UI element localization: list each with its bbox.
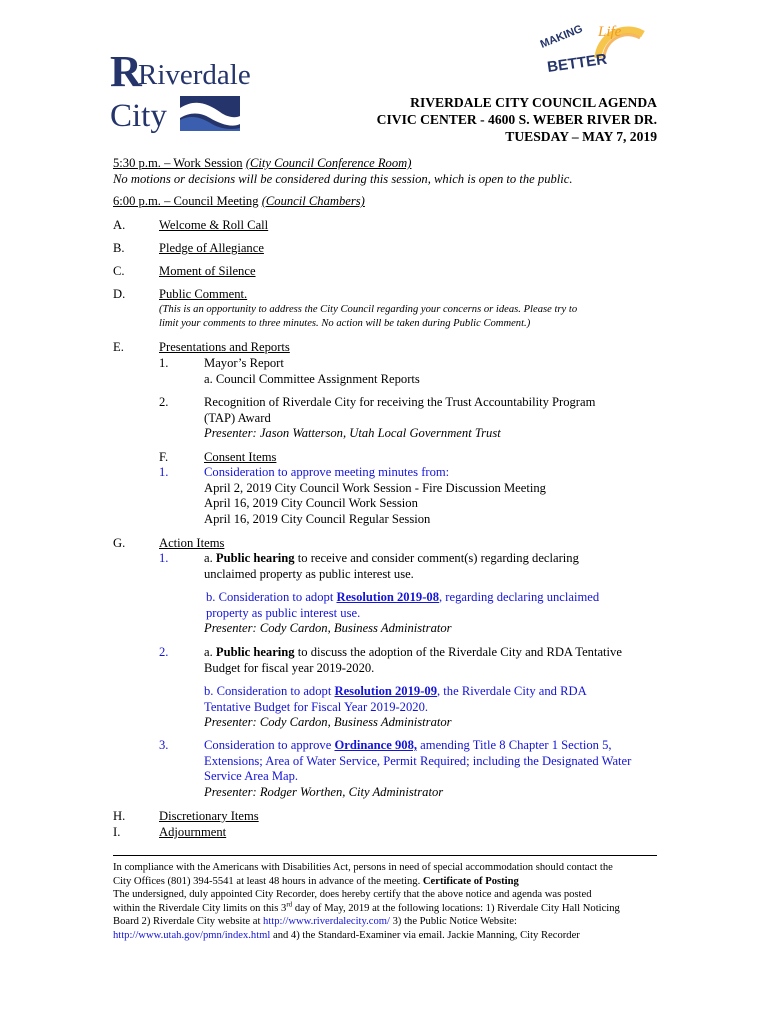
item-g-num-2: 2. bbox=[159, 645, 169, 659]
item-e-num-1: 1. bbox=[159, 356, 169, 370]
item-f-num-1: 1. bbox=[159, 465, 169, 479]
action-item-3: Consideration to approve Ordinance 908, amending Title 8 Chapter 1 Section 5, Extensions; Area of Water Service, Permit Required; including the Designated Water Service Area Map. Presenter: Rodger Worthen, City Administrator bbox=[204, 738, 632, 799]
work-session bbox=[113, 156, 573, 187]
item-title-discretionary: Discretionary Items bbox=[159, 809, 259, 823]
action-item-1b: b. Consideration to adopt Resolution 2019-08, regarding declaring unclaimed property as public interest use. bbox=[206, 590, 600, 620]
making-life-better-logo bbox=[538, 14, 648, 78]
tagline-better: BETTER bbox=[546, 50, 608, 76]
item-title-adjournment: Adjournment bbox=[159, 825, 227, 839]
item-title-public-comment: Public Comment. bbox=[159, 287, 248, 301]
item-letter-h: H. bbox=[113, 809, 126, 823]
work-session-location: (City Council Conference Room) bbox=[245, 156, 412, 170]
svg-text:R: R bbox=[110, 47, 142, 96]
ordinance-908-link[interactable]: Ordinance 908, bbox=[334, 738, 418, 752]
action-item-1a: a. Public hearing to receive and consider comment(s) regarding declaring unclaimed property as public interest use. bbox=[204, 551, 579, 581]
tagline-making: MAKING bbox=[538, 22, 585, 51]
work-session-note: No motions or decisions will be considered during this session, which is open to the public. bbox=[113, 171, 573, 186]
item-letter-i: I. bbox=[113, 825, 121, 839]
riverdale-website-link[interactable]: http://www.riverdalecity.com/ bbox=[263, 916, 390, 927]
item-e-num-2: 2. bbox=[159, 395, 169, 409]
action-item-2a: a. Public hearing to discuss the adoption of the Riverdale City and RDA Tentative Budget for fiscal year 2019-2020. bbox=[204, 645, 622, 675]
item-title-presentations: Presentations and Reports bbox=[159, 340, 290, 354]
public-notice-website-link[interactable]: http://www.utah.gov/pmn/index.html bbox=[113, 929, 271, 941]
action-item-2-presenter: Presenter: Cody Cardon, Business Administrator bbox=[204, 715, 452, 729]
public-comment-note: (This is an opportunity to address the City Council regarding your concerns or ideas. Please try to limit your comments to three minutes. No action will be taken during Public Comment.) bbox=[159, 304, 578, 329]
item-letter-e: E. bbox=[113, 340, 124, 354]
item-title-pledge: Pledge of Allegiance bbox=[159, 241, 264, 255]
tap-award-recognition: Recognition of Riverdale City for receiving the Trust Accountability Program (TAP) Award Presenter: Jason Watterson, Utah Local Government Trust bbox=[204, 395, 596, 440]
logo-word-riverdale: Riverdale bbox=[138, 59, 251, 91]
item-letter-f: F. bbox=[159, 450, 169, 464]
item-letter-g: G. bbox=[113, 536, 126, 550]
item-g-num-1: 1. bbox=[159, 551, 169, 565]
item-title-action: Action Items bbox=[159, 536, 225, 550]
riverdale-city-logo bbox=[108, 46, 278, 136]
item-g-num-3: 3. bbox=[159, 738, 169, 752]
work-session-time: 5:30 p.m. – Work Session bbox=[113, 156, 243, 170]
footer-notice: In compliance with the Americans with Disabilities Act, persons in need of special accommodation should contact the City Offices (801) 394-5541 at least 48 hours in advance of the meeting. Certificate of Posting The undersigned, duly appointed City Recorder, does hereby certify that the above notice and agenda was posted within the Riverdale City limits on this 3rd day of May, 2019 at the following locations: 1) Riverdale City Hall Noticing Board 2) Riverdale City website at http://www.riverdalecity.com/ 3) the Public Notice Website: http://www.utah.gov/pmn/index.html and 4) the Standard-Examiner via email. Jackie Manning, City Recorder bbox=[113, 862, 620, 941]
agenda-header bbox=[377, 94, 657, 145]
item-letter-a: A. bbox=[113, 218, 126, 232]
council-meeting-time: 6:00 p.m. – Council Meeting bbox=[113, 194, 259, 208]
item-title-welcome: Welcome & Roll Call bbox=[159, 218, 269, 232]
header-location: CIVIC CENTER - 4600 S. WEBER RIVER DR. bbox=[376, 112, 657, 127]
mayors-report: Mayor’s Report a. Council Committee Assignment Reports bbox=[204, 356, 420, 386]
item-title-silence: Moment of Silence bbox=[159, 264, 256, 278]
footer-divider bbox=[113, 855, 657, 856]
header-title: RIVERDALE CITY COUNCIL AGENDA bbox=[410, 95, 657, 110]
item-letter-b: B. bbox=[113, 241, 125, 255]
action-item-1-presenter: Presenter: Cody Cardon, Business Administrator bbox=[204, 621, 452, 635]
council-meeting bbox=[113, 194, 365, 210]
resolution-2019-09-link[interactable]: Resolution 2019-09 bbox=[334, 684, 437, 698]
header-date: TUESDAY – MAY 7, 2019 bbox=[505, 129, 657, 144]
item-letter-c: C. bbox=[113, 264, 125, 278]
logo-word-city: City bbox=[110, 98, 167, 134]
item-title-consent: Consent Items bbox=[204, 450, 277, 464]
river-mark-icon bbox=[180, 96, 240, 131]
action-item-2b: b. Consideration to adopt Resolution 2019-09, the Riverdale City and RDA Tentative Budget for Fiscal Year 2019-2020. bbox=[204, 684, 587, 714]
meeting-minutes: Consideration to approve meeting minutes from: April 2, 2019 City Council Work Session - Fire Discussion Meeting April 16, 2019 City Council Work Session April 16, 2019 City Council Regular Session bbox=[204, 465, 546, 526]
item-letter-d: D. bbox=[113, 287, 126, 301]
tagline-life: Life bbox=[598, 24, 622, 40]
council-meeting-location: (Council Chambers) bbox=[261, 194, 365, 208]
resolution-2019-08-link[interactable]: Resolution 2019-08 bbox=[336, 590, 439, 604]
